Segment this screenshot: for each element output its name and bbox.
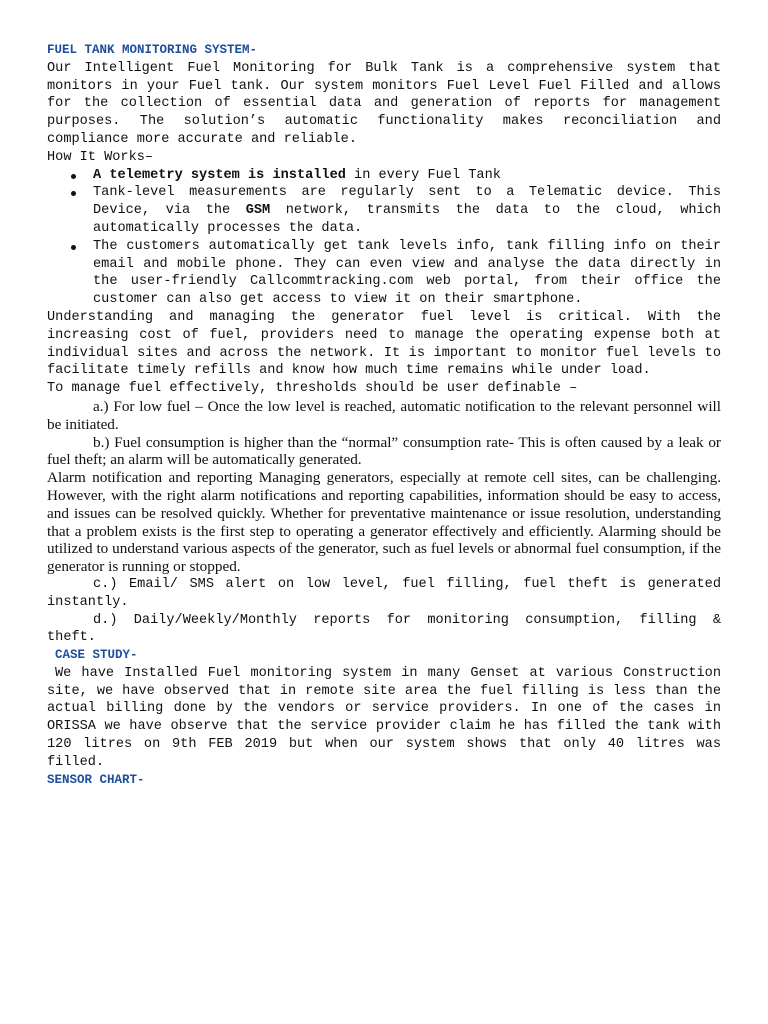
list-item — [93, 238, 721, 309]
intro-paragraph: Our Intelligent Fuel Monitoring for Bulk Tank is a comprehensive system that monitors in your Fuel tank. Our system monitors Fuel Level Fuel Filled and allows for the collection of essential data and generation of reports for management purposes. The solution’s automatic functionality makes reconciliation and compliance more accurate and reliable. — [47, 60, 721, 147]
list-item — [93, 167, 721, 185]
threshold-item-a: a.) For low fuel – Once the low level is reached, automatic notification to the relevant personnel will be initiated. — [47, 397, 721, 433]
thresholds-intro: To manage fuel effectively, thresholds should be user definable – — [47, 381, 578, 397]
report-item-c: c.) Email/ SMS alert on low level, fuel filling, fuel theft is generated instantly. — [47, 576, 721, 610]
telemetry-bold-text: A telemetry system is installed — [93, 167, 346, 183]
gsm-bold-text: GSM — [245, 203, 271, 219]
list-item-text: network, transmits the data to the cloud, which automatically processes the data. — [93, 203, 721, 236]
list-item-text: The customers automatically get tank levels info, tank filling info on their email and mobile phone. They can even view and analyse the data directly in the user-friendly — [93, 238, 721, 290]
sensor-chart-heading: SENSOR CHART- — [47, 772, 145, 787]
list-item-text: in every Fuel Tank — [345, 167, 501, 183]
list-item-text: Tank-level measurements are regularly sent to a Telematic device. This Device, via the — [93, 185, 721, 219]
list-item — [93, 184, 721, 237]
how-it-works-list — [47, 167, 721, 309]
list-item-text: web portal, from their office the customer can also get access to view it on their smartphone. — [93, 274, 721, 308]
case-study-paragraph: We have Installed Fuel monitoring system in many Genset at various Construction site, we have observed that in remote site area the fuel filling is less than the actual billing done by the vendors or service providers. In one of the cases in ORISSA we have observe that the service provider claim he has filled the tank with 120 litres on 9th FEB 2019 but when our system shows that only 40 litres was filled. — [47, 665, 721, 770]
generator-paragraph: Understanding and managing the generator fuel level is critical. With the increasing cost of fuel, providers need to manage the operating expense both at individual sites and across the network. It is important to monitor fuel levels to facilitate timely refills and know how much time remains while under load. — [47, 309, 721, 379]
how-it-works-label: How It Works– — [47, 149, 154, 165]
document-title: FUEL TANK MONITORING SYSTEM- — [47, 43, 258, 57]
threshold-item-b: b.) Fuel consumption is higher than the “normal” consumption rate- This is often caused by a leak or fuel theft; an alarm will be automatically generated. — [47, 433, 721, 469]
document-page — [47, 42, 721, 789]
alarm-paragraph: Alarm notification and reporting Managing generators, especially at remote cell sites, can be challenging. However, with the right alarm notifications and reporting capabilities, information should be easy to access, and issues can be resolved quickly. Whether for preventative maintenance or issue resolution, understanding that a problem exists is the first step to operating a generator effectively and efficiently. Alarming should be utilized to understand various aspects of the generator, such as fuel levels or abnormal fuel consumption, if the generator is running or stopped. — [47, 469, 721, 576]
case-study-heading: CASE STUDY- — [55, 648, 138, 663]
report-item-d: d.) Daily/Weekly/Monthly reports for monitoring consumption, filling & theft. — [47, 612, 721, 646]
portal-link[interactable]: Callcommtracking.com — [250, 274, 414, 290]
